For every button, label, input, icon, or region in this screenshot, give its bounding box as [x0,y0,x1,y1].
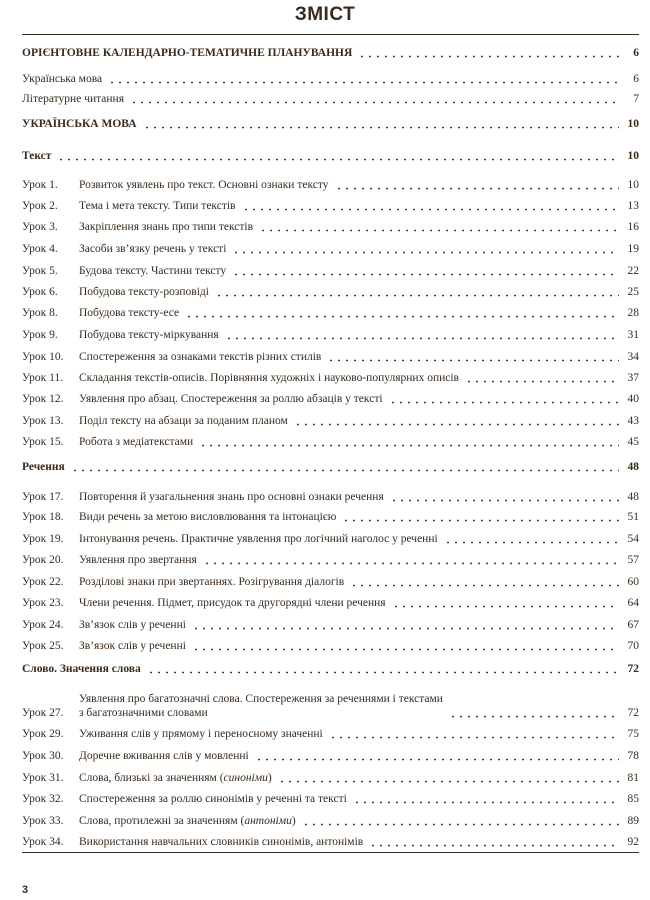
section-title: Слово. Значення слова [22,663,141,675]
toc-section-row [22,458,639,474]
page-reference: 10 [627,150,639,162]
dot-leader [294,423,619,426]
page-reference: 75 [627,728,639,740]
dot-leader [335,187,620,190]
page-reference: 67 [627,619,639,631]
page-reference: 28 [627,307,639,319]
lesson-number: Урок 34. [22,836,64,848]
lesson-number: Урок 24. [22,619,64,631]
page-reference: 34 [627,351,639,363]
toc-lesson-row [22,283,639,299]
page-reference: 7 [633,93,639,105]
lesson-number: Урок 1. [22,179,58,191]
toc-section-row [22,660,639,676]
page-reference: 37 [627,372,639,384]
toc-lesson-row [22,790,639,806]
toc-lesson-row [22,530,639,546]
toc-lesson-row [22,197,639,213]
lesson-title: Доречне вживання слів у мовленні [79,750,249,762]
lesson-title: Побудова тексту-розповіді [79,286,209,298]
lesson-number: Урок 4. [22,243,58,255]
dot-leader [353,801,619,804]
lesson-title: Види речень за метою висловлювання та інтонацією [79,511,337,523]
lesson-title: Розвиток уявлень про текст. Основні ознаки тексту [79,179,329,191]
dot-leader [192,648,619,651]
lesson-title: Члени речення. Підмет, присудок та другорядні члени речення [79,597,386,609]
lesson-title: Спостереження за роллю синонімів у реченні та тексті [79,793,347,805]
toc-lesson-row [22,747,639,763]
lesson-number: Урок 13. [22,415,64,427]
lesson-number: Урок 19. [22,533,64,545]
page-reference: 13 [627,200,639,212]
dot-leader [342,519,619,522]
page-reference: 72 [627,707,639,719]
toc-lesson-row [22,262,639,278]
lesson-title: Закріплення знань про типи текстів [79,221,254,233]
toc-section-row [22,147,639,163]
lesson-title-line-1: Уявлення про багатозначні слова. Спостереження за реченнями і текстами [79,693,443,705]
lesson-title: Повторення й узагальнення знань про основні ознаки речення [79,491,384,503]
dot-leader [259,229,619,232]
lesson-number: Урок 32. [22,793,64,805]
lesson-title: Будова тексту. Частини тексту [79,265,227,277]
lesson-number: Урок 8. [22,307,58,319]
dot-leader [389,401,619,404]
toc-lesson-row [22,412,639,428]
page-reference: 48 [627,491,639,503]
dot-leader [302,823,619,826]
page-reference: 78 [627,750,639,762]
lesson-number: Урок 27. [22,707,64,719]
toc-lesson-row [22,769,639,785]
dot-leader [71,469,619,472]
toc-lesson-row [22,326,639,342]
dot-leader [392,605,619,608]
toc-lesson-row [22,508,639,524]
page-reference: 31 [627,329,639,341]
toc-lesson-row [22,833,639,849]
lesson-number: Урок 31. [22,772,64,784]
dot-leader [255,758,619,761]
dot-leader [225,337,619,340]
page-reference: 64 [627,597,639,609]
lesson-title: Спостереження за ознаками текстів різних стилів [79,351,322,363]
section-title: Речення [22,461,65,473]
page-reference: 92 [627,836,639,848]
toc-lesson-row [22,573,639,589]
lesson-number: Урок 25. [22,640,64,652]
lesson-number: Урок 5. [22,265,58,277]
page-reference: 89 [627,815,639,827]
section-title: Літературне читання [22,93,124,105]
dot-leader [390,499,619,502]
page-reference: 25 [627,286,639,298]
dot-leader [185,315,619,318]
page-reference: 16 [627,221,639,233]
page-number: 3 [22,884,29,896]
toc-lesson-row [22,433,639,449]
page-reference: 45 [627,436,639,448]
page-reference: 85 [627,793,639,805]
lesson-number: Урок 30. [22,750,64,762]
lesson-title: Побудова тексту-есе [79,307,180,319]
dot-leader [57,158,619,161]
dot-leader [449,715,619,718]
toc-lesson-row [22,488,639,504]
toc-subsection-row [22,90,639,106]
lesson-title: Поділ тексту на абзаци за поданим планом [79,415,288,427]
dot-leader [199,444,619,447]
toc-lesson-row [22,369,639,385]
lesson-number: Урок 10. [22,351,64,363]
lesson-number: Урок 3. [22,221,58,233]
lesson-title: Зв’язок слів у реченні [79,640,186,652]
lesson-title: Уживання слів у прямому і переносному значенні [79,728,323,740]
toc-lesson-row [22,348,639,364]
lesson-title: Зв’язок слів у реченні [79,619,186,631]
section-title: ОРІЄНТОВНЕ КАЛЕНДАРНО-ТЕМАТИЧНЕ ПЛАНУВАННЯ [22,47,353,59]
dot-leader [147,671,619,674]
toc-lesson-row [22,725,639,741]
page-reference: 40 [627,393,639,405]
lesson-title: Уявлення про абзац. Спостереження за роллю абзаців у тексті [79,393,383,405]
page-reference: 57 [627,554,639,566]
dot-leader [350,584,619,587]
toc-lesson-row [22,390,639,406]
section-title: Текст [22,150,52,162]
toc-lesson-row [22,594,639,610]
lesson-title: Слова, протилежні за значенням (антоніми) [79,815,296,827]
toc-subsection-row [22,70,639,86]
dot-leader [369,844,619,847]
page-reference: 19 [627,243,639,255]
dot-leader [130,101,619,104]
dot-leader [242,208,620,211]
lesson-title [79,692,443,720]
lesson-title: Тема і мета тексту. Типи текстів [79,200,236,212]
lesson-title: Використання навчальних словників синонімів, антонімів [79,836,364,848]
page-reference: 6 [633,73,639,85]
lesson-number: Урок 6. [22,286,58,298]
page-reference: 6 [633,47,639,59]
page-reference: 70 [627,640,639,652]
lesson-number: Урок 33. [22,815,64,827]
page-reference: 51 [627,511,639,523]
page-reference: 54 [627,533,639,545]
lesson-number: Урок 20. [22,554,64,566]
toc-lesson-row [22,688,639,720]
lesson-number: Урок 12. [22,393,64,405]
page-reference: 10 [627,118,639,130]
lesson-title-line-2: з багатозначними словами [79,707,208,719]
dot-leader [327,359,619,362]
dot-leader [215,294,619,297]
lesson-number: Урок 17. [22,491,64,503]
lesson-title: Засоби зв’язку речень у тексті [79,243,227,255]
dot-leader [203,562,619,565]
toc-section-row [22,115,639,131]
dot-leader [192,627,619,630]
lesson-title: Робота з медіатекстами [79,436,194,448]
dot-leader [358,55,619,58]
dot-leader [465,380,619,383]
toc-lesson-row [22,637,639,653]
lesson-number: Урок 2. [22,200,58,212]
lesson-title: Побудова тексту-міркування [79,329,219,341]
section-title: УКРАЇНСЬКА МОВА [22,118,137,130]
toc-lesson-row [22,304,639,320]
toc-lesson-row [22,218,639,234]
toc-section-row [22,44,639,60]
dot-leader [278,780,619,783]
page-reference: 10 [627,179,639,191]
dot-leader [232,273,619,276]
dot-leader [108,81,619,84]
page-reference: 48 [627,461,639,473]
toc-lesson-row [22,551,639,567]
page-title: ЗМІСТ [294,4,356,25]
lesson-number: Урок 11. [22,372,64,384]
lesson-number: Урок 18. [22,511,64,523]
lesson-number: Урок 15. [22,436,64,448]
lesson-number: Урок 29. [22,728,64,740]
page-reference: 60 [627,576,639,588]
page-reference: 22 [627,265,639,277]
section-title: Українська мова [22,73,103,85]
lesson-number: Урок 22. [22,576,64,588]
page-reference: 72 [627,663,639,675]
lesson-title: Слова, близькі за значенням (синоніми) [79,772,272,784]
toc-lesson-row [22,240,639,256]
lesson-title: Розділові знаки при звертаннях. Розігрування діалогів [79,576,345,588]
lesson-title: Інтонування речень. Практичне уявлення про логічний наголос у реченні [79,533,438,545]
page-reference: 43 [627,415,639,427]
toc-lesson-row [22,616,639,632]
lesson-title: Складання текстів-описів. Порівняння художніх і науково-популярних описів [79,372,459,384]
dot-leader [329,736,619,739]
dot-leader [444,541,619,544]
page-reference: 81 [627,772,639,784]
lesson-number: Урок 23. [22,597,64,609]
lesson-title: Уявлення про звертання [79,554,197,566]
dot-leader [232,251,619,254]
toc-lesson-row [22,812,639,828]
lesson-number: Урок 9. [22,329,58,341]
toc-lesson-row [22,176,639,192]
bottom-rule [22,852,639,853]
dot-leader [143,126,619,129]
